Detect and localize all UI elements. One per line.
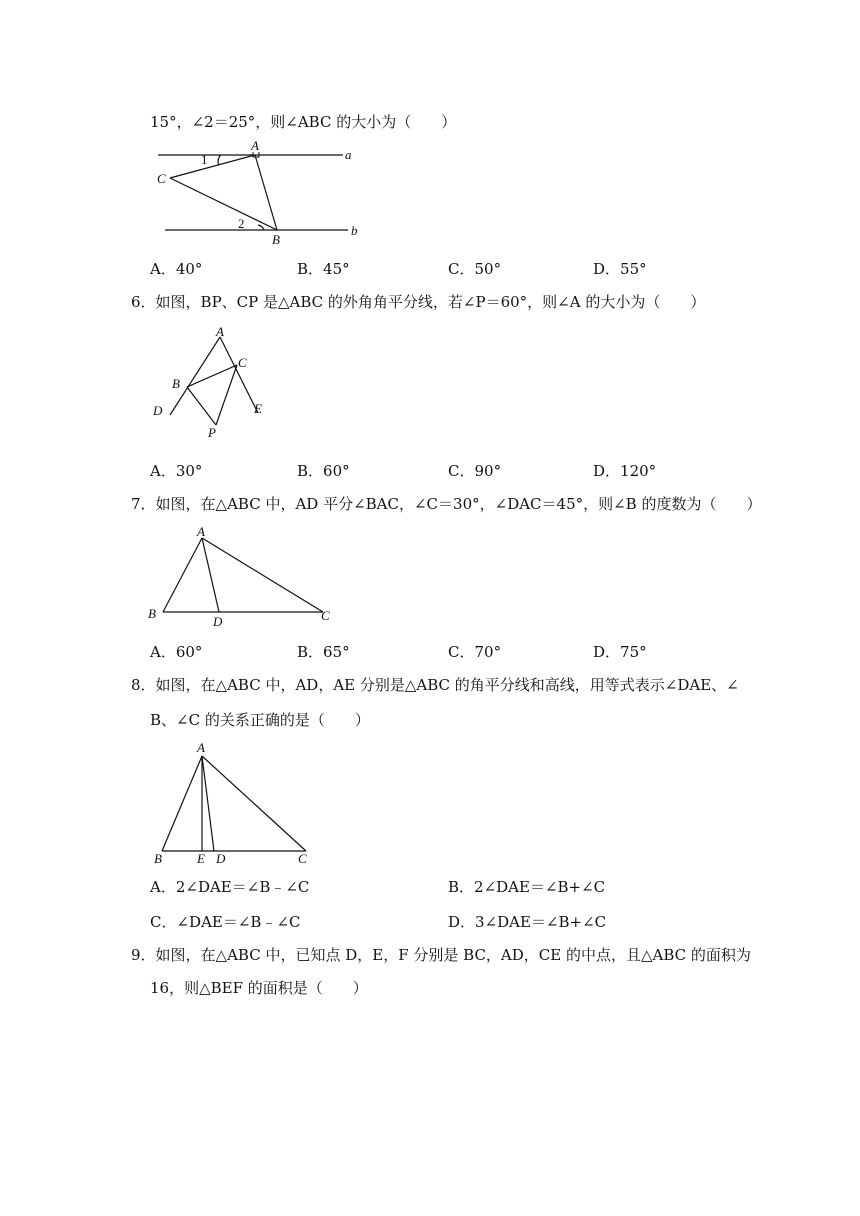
q5-angle2-arc [258, 225, 264, 230]
q8-label-b: B [154, 851, 162, 866]
q6-option-a: A．30° [150, 462, 203, 480]
q8-label-d: D [216, 851, 226, 866]
q8-label-c: C [298, 851, 307, 866]
q7-figure [145, 522, 345, 632]
q5-stem: 15°，∠2＝25°，则∠ABC 的大小为（ ） [150, 113, 457, 131]
q7-label-b: B [148, 606, 156, 621]
q6-label-p: P [208, 425, 216, 440]
q5-figure [155, 138, 385, 247]
q7-stem: 7．如图，在△ABC 中，AD 平分∠BAC，∠C＝30°，∠DAC＝45°，则∠B 的度数为（ ） [131, 495, 762, 513]
q6-segment-bp [187, 387, 216, 425]
q8-option-a: A．2∠DAE＝∠B﹣∠C [150, 878, 310, 896]
q7-option-b: B．65° [297, 643, 350, 661]
q7-label-c: C [321, 608, 330, 623]
q5-angle1-arc [218, 155, 221, 165]
q5-label-a-vertex: A [251, 138, 259, 153]
q8-stem-line1: 8．如图，在△ABC 中，AD，AE 分别是△ABC 的角平分线和高线，用等式表示∠DAE、∠ [131, 676, 739, 694]
q7-option-a: A．60° [150, 643, 203, 661]
q7-label-a: A [197, 524, 205, 539]
q5-option-b: B．45° [297, 260, 350, 278]
q8-stem-line2: B、∠C 的关系正确的是（ ） [150, 711, 370, 729]
q6-option-d: D．120° [593, 462, 657, 480]
q6-segment-cp [216, 365, 237, 425]
q7-segment-ac [202, 538, 323, 612]
q5-label-angle1: 1 [201, 152, 208, 167]
q5-label-line-a: a [345, 147, 352, 162]
q7-option-c: C．70° [448, 643, 502, 661]
q7-segment-ab [163, 538, 202, 612]
q6-option-c: C．90° [448, 462, 502, 480]
q5-label-c: C [157, 171, 166, 186]
q8-segment-ad [202, 756, 214, 851]
q8-option-c: C．∠DAE＝∠B﹣∠C [150, 913, 301, 931]
q5-segment-ac [170, 155, 255, 178]
q9-stem-line2: 16，则△BEF 的面积是（ ） [150, 979, 368, 997]
q5-option-d: D．55° [593, 260, 647, 278]
q5-label-line-b: b [351, 223, 358, 238]
q5-segment-cb [170, 178, 277, 230]
q5-label-b-vertex: B [272, 232, 280, 247]
q6-label-e: E [254, 401, 262, 416]
q8-option-b: B．2∠DAE＝∠B+∠C [448, 878, 606, 896]
q7-segment-ad [202, 538, 219, 612]
q8-option-d: D．3∠DAE＝∠B+∠C [448, 913, 607, 931]
q7-label-d: D [213, 614, 223, 629]
q6-figure [150, 325, 280, 450]
q6-stem: 6．如图，BP、CP 是△ABC 的外角角平分线，若∠P＝60°，则∠A 的大小为（ ） [131, 293, 706, 311]
q6-line-ae [220, 337, 258, 413]
q6-label-c: C [238, 355, 247, 370]
q6-label-b: B [172, 376, 180, 391]
q9-stem-line1: 9．如图，在△ABC 中，已知点 D，E，F 分别是 BC，AD，CE 的中点，且△ABC 的面积为 [131, 946, 751, 964]
q5-label-angle2: 2 [238, 216, 245, 231]
q8-label-a: A [197, 740, 205, 755]
q6-label-d: D [153, 403, 163, 418]
q6-label-a: A [216, 324, 224, 339]
q7-option-d: D．75° [593, 643, 647, 661]
q5-option-a: A．40° [150, 260, 203, 278]
q5-option-c: C．50° [448, 260, 502, 278]
q6-option-b: B．60° [297, 462, 350, 480]
q8-segment-ab [162, 756, 202, 851]
q8-label-e: E [197, 851, 205, 866]
q8-figure [148, 738, 328, 868]
q5-segment-ab [255, 155, 277, 230]
q8-segment-ac [202, 756, 306, 851]
